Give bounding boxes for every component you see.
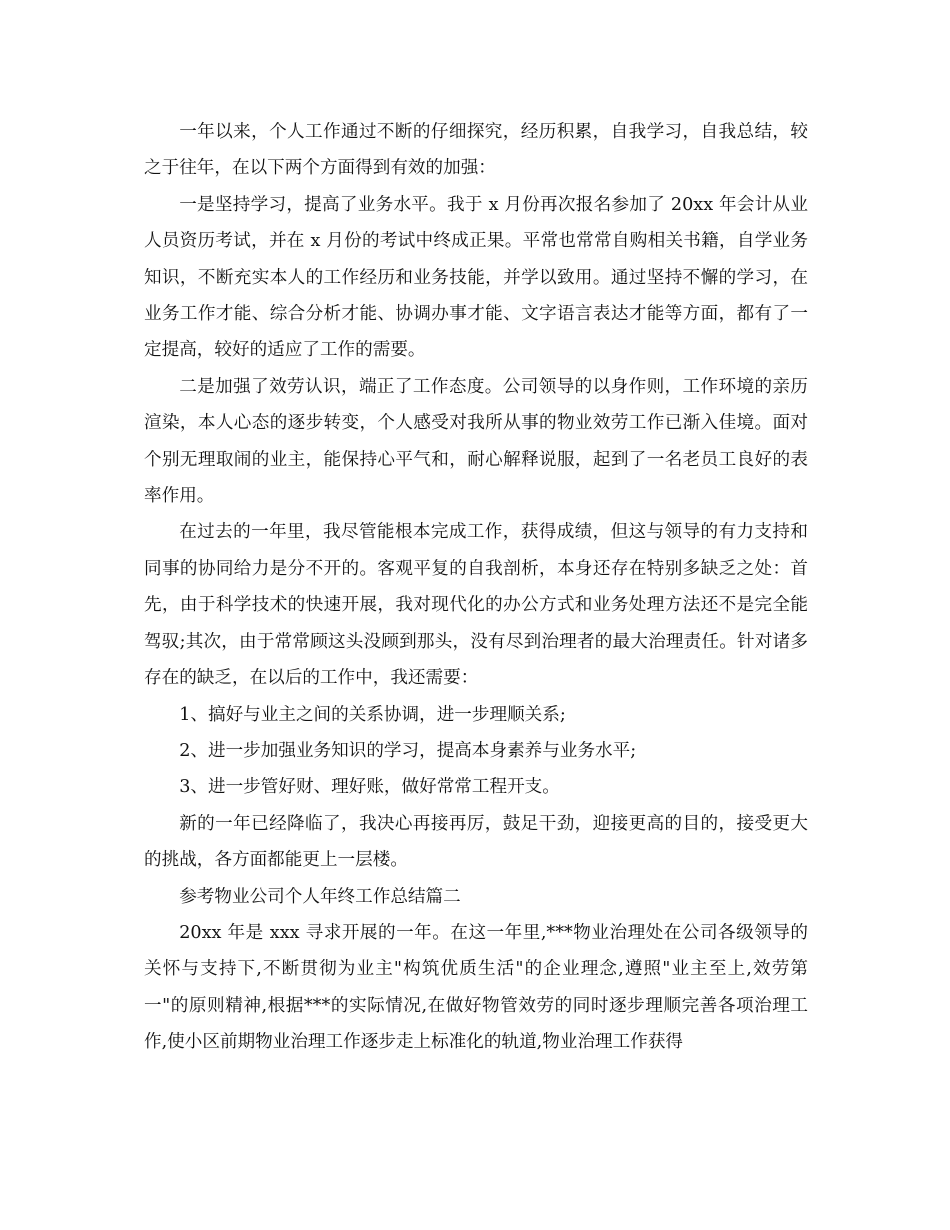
- document-body: [144, 114, 808, 1061]
- section-heading: 参考物业公司个人年终工作总结篇二: [179, 886, 461, 907]
- paragraph-section-two: 20xx 年是 xxx 寻求开展的一年。在这一年里,***物业治理处在公司各级领导的关怀与支持下,不断贯彻为业主"构筑优质生活"的企业理念,遵照"业主至上,效劳第一"的原则精神,根据***的实际情况,在做好物管效劳的同时逐步理顺完善各项治理工作,使小区前期物业治理工作逐步走上标准化的轨道,物业治理工作获得: [144, 922, 808, 1053]
- paragraph-study: 一是坚持学习，提高了业务水平。我于 x 月份再次报名参加了 20xx 年会计从业人员资历考试，并在 x 月份的考试中终成正果。平常也常常自购相关书籍，自学业务知识，不断充实本人的工作经历和业务技能，并学以致用。通过坚持不懈的学习，在业务工作才能、综合分析才能、协调办事才能、文字语言表达才能等方面，都有了一定提高，较好的适应了工作的需要。: [144, 194, 808, 361]
- paragraph-closing: 新的一年已经降临了，我决心再接再厉，鼓足干劲，迎接更高的目的，接受更大的挑战，各方面都能更上一层楼。: [144, 813, 808, 871]
- paragraph-review: 在过去的一年里，我尽管能根本完成工作，获得成绩，但这与领导的有力支持和同事的协同给力是分不开的。客观平复的自我剖析，本身还存在特别多缺乏之处：首先，由于科学技术的快速开展，我对现代化的办公方式和业务处理方法还不是完全能驾驭;其次，由于常常顾这头没顾到那头，没有尽到治理者的最大治理责任。针对诸多存在的缺乏，在以后的工作中，我还需要：: [144, 522, 808, 689]
- list-item: 1、搞好与业主之间的关系协调，进一步理顺关系;: [179, 704, 566, 725]
- paragraph-service: 二是加强了效劳认识，端正了工作态度。公司领导的以身作则，工作环境的亲历渲染，本人心态的逐步转变，个人感受对我所从事的物业效劳工作已渐入佳境。面对个别无理取闹的业主，能保持心平气和，耐心解释说服，起到了一名老员工良好的表率作用。: [144, 376, 808, 507]
- list-item: 2、进一步加强业务知识的学习，提高本身素养与业务水平;: [179, 740, 637, 761]
- paragraph-intro: 一年以来，个人工作通过不断的仔细探究，经历积累，自我学习，自我总结，较之于往年，在以下两个方面得到有效的加强：: [144, 122, 808, 179]
- list-item: 3、进一步管好财、理好账，做好常常工程开支。: [179, 777, 560, 798]
